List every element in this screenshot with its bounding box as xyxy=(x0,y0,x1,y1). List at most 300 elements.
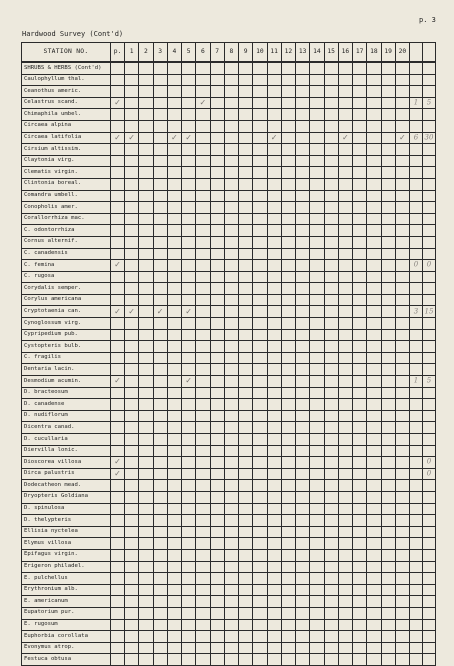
station-cell-19 xyxy=(381,306,395,318)
station-cell-11 xyxy=(267,341,281,353)
station-cell-2 xyxy=(139,434,153,446)
station-cell-16 xyxy=(338,190,352,202)
station-cell-15 xyxy=(324,74,338,86)
station-cell-4 xyxy=(167,341,181,353)
species-name: Eupatorium pur. xyxy=(22,607,111,619)
station-cell-20 xyxy=(395,515,409,527)
station-cell-11 xyxy=(267,387,281,399)
station-cell-8 xyxy=(224,364,238,376)
station-cell-7 xyxy=(210,97,224,109)
handwritten-count: 1 xyxy=(413,98,419,107)
station-cell-10 xyxy=(253,318,267,330)
station-cell-3 xyxy=(153,619,167,631)
station-cell-13 xyxy=(296,491,310,503)
species-row xyxy=(22,584,436,596)
station-cell-16 xyxy=(338,631,352,643)
station-cell-1 xyxy=(125,213,139,225)
station-cell-14 xyxy=(310,445,324,457)
station-cell-2 xyxy=(139,642,153,654)
station-cell-14 xyxy=(310,329,324,341)
station-header-5: 5 xyxy=(182,43,196,63)
station-cell-15 xyxy=(324,329,338,341)
station-cell-p xyxy=(111,422,125,434)
station-cell-15 xyxy=(324,526,338,538)
species-row xyxy=(22,642,436,654)
station-cell-3 xyxy=(153,155,167,167)
station-header-15: 15 xyxy=(324,43,338,63)
station-cell-6 xyxy=(196,631,210,643)
station-cell-20 xyxy=(395,619,409,631)
station-cell-18 xyxy=(367,654,381,666)
station-cell-2 xyxy=(139,364,153,376)
station-cell-14 xyxy=(310,74,324,86)
check-mark-icon: ✓ xyxy=(114,457,121,467)
station-cell-10 xyxy=(253,167,267,179)
station-cell-9 xyxy=(239,120,253,132)
station-cell-p xyxy=(111,225,125,237)
extra-cell xyxy=(423,480,436,492)
extra-cell xyxy=(423,434,436,446)
extra-cell xyxy=(410,584,423,596)
station-cell-p xyxy=(111,248,125,260)
station-cell-11 xyxy=(267,167,281,179)
extra-cell xyxy=(410,120,423,132)
station-cell-8 xyxy=(224,167,238,179)
station-cell-10 xyxy=(253,387,267,399)
station-cell-15 xyxy=(324,294,338,306)
station-cell-p xyxy=(111,445,125,457)
species-row xyxy=(22,178,436,190)
station-cell-9 xyxy=(239,607,253,619)
station-cell-19 xyxy=(381,445,395,457)
station-cell-16 xyxy=(338,260,352,272)
station-cell-19 xyxy=(381,97,395,109)
station-cell-13 xyxy=(296,260,310,272)
station-cell-p xyxy=(111,97,125,109)
extra-cell xyxy=(423,236,436,248)
species-name: Circaea alpina xyxy=(22,120,111,132)
station-cell-19 xyxy=(381,86,395,98)
station-cell-9 xyxy=(239,526,253,538)
station-cell-17 xyxy=(353,503,367,515)
station-cell-20 xyxy=(395,607,409,619)
station-cell-2 xyxy=(139,422,153,434)
species-name: Caulophyllum thal. xyxy=(22,74,111,86)
extra-cell xyxy=(423,318,436,330)
station-cell-15 xyxy=(324,132,338,144)
station-cell-6 xyxy=(196,213,210,225)
station-cell-3 xyxy=(153,202,167,214)
station-cell-7 xyxy=(210,596,224,608)
station-cell-5 xyxy=(182,132,196,144)
station-cell-15 xyxy=(324,120,338,132)
station-cell-9 xyxy=(239,468,253,480)
station-cell-4 xyxy=(167,271,181,283)
station-cell-p xyxy=(111,364,125,376)
station-cell-19 xyxy=(381,399,395,411)
species-name: Dirca palustris xyxy=(22,468,111,480)
station-cell-4 xyxy=(167,573,181,585)
extra-cell xyxy=(410,607,423,619)
station-cell-13 xyxy=(296,132,310,144)
species-name: Circaea latifolia xyxy=(22,132,111,144)
station-cell-12 xyxy=(281,607,295,619)
station-header-20: 20 xyxy=(395,43,409,63)
station-cell-18 xyxy=(367,387,381,399)
station-cell-19 xyxy=(381,225,395,237)
station-cell-18 xyxy=(367,480,381,492)
station-cell-17 xyxy=(353,422,367,434)
station-cell-5 xyxy=(182,248,196,260)
station-cell-5 xyxy=(182,202,196,214)
station-cell-5 xyxy=(182,596,196,608)
station-cell-11 xyxy=(267,260,281,272)
station-cell-12 xyxy=(281,491,295,503)
station-cell-4 xyxy=(167,654,181,666)
station-cell-5 xyxy=(182,538,196,550)
station-cell-5 xyxy=(182,341,196,353)
station-cell-18 xyxy=(367,434,381,446)
station-cell-13 xyxy=(296,318,310,330)
station-cell-14 xyxy=(310,573,324,585)
station-cell-20 xyxy=(395,225,409,237)
handwritten-count: 6 xyxy=(413,133,419,142)
station-cell-12 xyxy=(281,132,295,144)
station-header-17: 17 xyxy=(353,43,367,63)
station-cell-p xyxy=(111,584,125,596)
extra-cell xyxy=(410,619,423,631)
station-cell-p xyxy=(111,387,125,399)
station-cell-15 xyxy=(324,236,338,248)
station-cell-19 xyxy=(381,352,395,364)
station-cell-19 xyxy=(381,538,395,550)
station-cell-9 xyxy=(239,260,253,272)
station-cell-14 xyxy=(310,248,324,260)
station-cell-12 xyxy=(281,341,295,353)
station-cell-18 xyxy=(367,341,381,353)
extra-cell xyxy=(410,399,423,411)
station-cell-9 xyxy=(239,271,253,283)
extra-cell xyxy=(410,526,423,538)
station-cell-5 xyxy=(182,318,196,330)
station-cell-3 xyxy=(153,341,167,353)
station-cell-14 xyxy=(310,144,324,156)
station-cell-2 xyxy=(139,596,153,608)
station-cell-4 xyxy=(167,642,181,654)
station-cell-14 xyxy=(310,318,324,330)
handwritten-count: 3 xyxy=(413,307,419,316)
handwritten-count: 0 xyxy=(426,260,432,269)
species-row xyxy=(22,549,436,561)
species-name: Comandra umbell. xyxy=(22,190,111,202)
station-cell-13 xyxy=(296,526,310,538)
station-cell-7 xyxy=(210,202,224,214)
check-mark-icon: ✓ xyxy=(114,260,121,270)
station-cell-18 xyxy=(367,457,381,469)
station-cell-20 xyxy=(395,86,409,98)
station-cell-12 xyxy=(281,144,295,156)
station-cell-7 xyxy=(210,341,224,353)
check-mark-icon: ✓ xyxy=(128,306,135,316)
station-cell-4 xyxy=(167,445,181,457)
station-cell-20 xyxy=(395,584,409,596)
empty-cell xyxy=(395,62,409,74)
station-cell-5 xyxy=(182,283,196,295)
station-cell-15 xyxy=(324,364,338,376)
species-row xyxy=(22,445,436,457)
station-cell-16 xyxy=(338,178,352,190)
extra-cell xyxy=(423,132,436,144)
station-cell-4 xyxy=(167,74,181,86)
station-cell-11 xyxy=(267,109,281,121)
station-cell-14 xyxy=(310,387,324,399)
station-cell-2 xyxy=(139,109,153,121)
station-cell-5 xyxy=(182,294,196,306)
station-cell-19 xyxy=(381,213,395,225)
station-cell-12 xyxy=(281,248,295,260)
station-cell-16 xyxy=(338,596,352,608)
extra-cell xyxy=(410,457,423,469)
station-cell-2 xyxy=(139,503,153,515)
station-cell-1 xyxy=(125,74,139,86)
station-cell-15 xyxy=(324,190,338,202)
station-cell-1 xyxy=(125,341,139,353)
station-cell-20 xyxy=(395,341,409,353)
station-cell-2 xyxy=(139,387,153,399)
station-cell-13 xyxy=(296,271,310,283)
station-cell-16 xyxy=(338,561,352,573)
station-cell-p xyxy=(111,434,125,446)
station-cell-14 xyxy=(310,480,324,492)
station-cell-10 xyxy=(253,236,267,248)
station-cell-2 xyxy=(139,607,153,619)
station-cell-1 xyxy=(125,364,139,376)
station-cell-17 xyxy=(353,468,367,480)
station-cell-13 xyxy=(296,387,310,399)
extra-cell xyxy=(423,607,436,619)
station-cell-p xyxy=(111,480,125,492)
extra-cell xyxy=(410,202,423,214)
station-header-19: 19 xyxy=(381,43,395,63)
station-cell-p xyxy=(111,352,125,364)
station-cell-4 xyxy=(167,410,181,422)
station-cell-7 xyxy=(210,248,224,260)
station-cell-10 xyxy=(253,561,267,573)
station-cell-10 xyxy=(253,213,267,225)
station-cell-3 xyxy=(153,526,167,538)
station-cell-20 xyxy=(395,596,409,608)
station-cell-14 xyxy=(310,538,324,550)
station-cell-16 xyxy=(338,526,352,538)
station-header-2: 2 xyxy=(139,43,153,63)
species-row xyxy=(22,120,436,132)
species-name: Ceanothus americ. xyxy=(22,86,111,98)
station-cell-18 xyxy=(367,271,381,283)
station-cell-15 xyxy=(324,607,338,619)
station-cell-9 xyxy=(239,410,253,422)
station-cell-8 xyxy=(224,225,238,237)
station-cell-9 xyxy=(239,225,253,237)
extra-cell xyxy=(410,352,423,364)
station-cell-2 xyxy=(139,271,153,283)
station-cell-13 xyxy=(296,74,310,86)
station-cell-4 xyxy=(167,480,181,492)
station-cell-20 xyxy=(395,190,409,202)
species-row xyxy=(22,306,436,318)
station-cell-12 xyxy=(281,549,295,561)
station-cell-10 xyxy=(253,642,267,654)
station-cell-15 xyxy=(324,260,338,272)
extra-cell xyxy=(423,306,436,318)
station-header-3: 3 xyxy=(153,43,167,63)
station-cell-11 xyxy=(267,120,281,132)
station-cell-14 xyxy=(310,399,324,411)
species-row xyxy=(22,260,436,272)
species-name: Clintonia boreal. xyxy=(22,178,111,190)
station-cell-3 xyxy=(153,584,167,596)
station-cell-1 xyxy=(125,491,139,503)
station-cell-13 xyxy=(296,503,310,515)
station-cell-14 xyxy=(310,202,324,214)
station-cell-11 xyxy=(267,434,281,446)
station-cell-5 xyxy=(182,329,196,341)
survey-table xyxy=(21,42,436,666)
station-cell-14 xyxy=(310,376,324,388)
station-cell-11 xyxy=(267,329,281,341)
station-cell-17 xyxy=(353,294,367,306)
species-name: Conopholis amer. xyxy=(22,202,111,214)
species-row xyxy=(22,631,436,643)
station-cell-19 xyxy=(381,364,395,376)
station-number-header: STATION NO. xyxy=(22,43,111,63)
station-cell-14 xyxy=(310,457,324,469)
station-cell-13 xyxy=(296,480,310,492)
extra-cell xyxy=(423,120,436,132)
station-cell-12 xyxy=(281,387,295,399)
station-cell-17 xyxy=(353,445,367,457)
station-cell-12 xyxy=(281,364,295,376)
station-cell-4 xyxy=(167,86,181,98)
species-row xyxy=(22,318,436,330)
station-cell-1 xyxy=(125,294,139,306)
station-cell-12 xyxy=(281,526,295,538)
station-cell-5 xyxy=(182,109,196,121)
station-cell-13 xyxy=(296,584,310,596)
handwritten-count: 1 xyxy=(413,376,419,385)
station-cell-4 xyxy=(167,167,181,179)
station-cell-20 xyxy=(395,631,409,643)
station-cell-18 xyxy=(367,399,381,411)
station-cell-17 xyxy=(353,225,367,237)
station-cell-6 xyxy=(196,607,210,619)
station-cell-11 xyxy=(267,248,281,260)
extra-cell xyxy=(410,132,423,144)
station-cell-16 xyxy=(338,271,352,283)
species-row xyxy=(22,503,436,515)
station-cell-15 xyxy=(324,86,338,98)
empty-cell xyxy=(296,62,310,74)
station-cell-17 xyxy=(353,86,367,98)
station-cell-p xyxy=(111,109,125,121)
station-cell-10 xyxy=(253,74,267,86)
station-cell-18 xyxy=(367,190,381,202)
species-row xyxy=(22,341,436,353)
species-row xyxy=(22,410,436,422)
station-cell-13 xyxy=(296,120,310,132)
station-cell-18 xyxy=(367,642,381,654)
station-cell-16 xyxy=(338,155,352,167)
station-cell-3 xyxy=(153,213,167,225)
station-cell-2 xyxy=(139,341,153,353)
station-cell-15 xyxy=(324,341,338,353)
station-cell-3 xyxy=(153,538,167,550)
station-cell-1 xyxy=(125,457,139,469)
station-cell-1 xyxy=(125,86,139,98)
station-cell-19 xyxy=(381,248,395,260)
station-cell-17 xyxy=(353,642,367,654)
station-cell-13 xyxy=(296,596,310,608)
station-cell-12 xyxy=(281,642,295,654)
extra-cell xyxy=(410,561,423,573)
empty-cell xyxy=(210,62,224,74)
station-cell-2 xyxy=(139,202,153,214)
station-cell-6 xyxy=(196,503,210,515)
station-cell-p xyxy=(111,515,125,527)
station-cell-14 xyxy=(310,97,324,109)
station-cell-15 xyxy=(324,561,338,573)
station-cell-20 xyxy=(395,144,409,156)
station-cell-12 xyxy=(281,584,295,596)
station-cell-6 xyxy=(196,526,210,538)
species-row xyxy=(22,225,436,237)
extra-cell xyxy=(423,248,436,260)
station-cell-8 xyxy=(224,596,238,608)
station-cell-12 xyxy=(281,155,295,167)
station-cell-3 xyxy=(153,248,167,260)
station-cell-6 xyxy=(196,584,210,596)
station-cell-6 xyxy=(196,167,210,179)
station-cell-18 xyxy=(367,248,381,260)
extra-cell xyxy=(410,376,423,388)
station-header-16: 16 xyxy=(338,43,352,63)
station-cell-11 xyxy=(267,225,281,237)
station-cell-4 xyxy=(167,202,181,214)
station-cell-17 xyxy=(353,364,367,376)
extra-cell xyxy=(423,584,436,596)
station-cell-5 xyxy=(182,364,196,376)
station-cell-18 xyxy=(367,491,381,503)
station-cell-p xyxy=(111,155,125,167)
station-header-13: 13 xyxy=(296,43,310,63)
station-cell-12 xyxy=(281,120,295,132)
station-cell-11 xyxy=(267,654,281,666)
species-name: Cynoglossum virg. xyxy=(22,318,111,330)
station-cell-7 xyxy=(210,271,224,283)
station-cell-10 xyxy=(253,503,267,515)
station-cell-2 xyxy=(139,329,153,341)
station-cell-1 xyxy=(125,202,139,214)
station-cell-17 xyxy=(353,236,367,248)
station-cell-2 xyxy=(139,376,153,388)
station-cell-18 xyxy=(367,526,381,538)
station-cell-1 xyxy=(125,352,139,364)
station-cell-7 xyxy=(210,329,224,341)
extra-cell xyxy=(410,86,423,98)
station-cell-15 xyxy=(324,97,338,109)
extra-cell xyxy=(423,410,436,422)
station-cell-6 xyxy=(196,573,210,585)
station-cell-p xyxy=(111,642,125,654)
